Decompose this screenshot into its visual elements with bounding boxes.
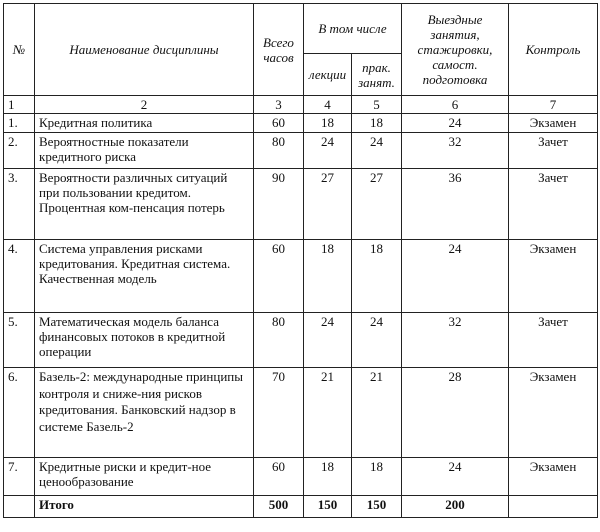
total-hours: 80 — [254, 133, 304, 169]
field-hours: 36 — [402, 169, 509, 240]
discipline-name: Базель-2: международные принципы контроля и сниже-ния рисков кредитования. Банковский надзор в системе Базель-2 — [35, 368, 254, 458]
lecture-hours: 27 — [304, 169, 352, 240]
totals-total-hours: 500 — [254, 496, 304, 518]
lecture-hours: 18 — [304, 114, 352, 133]
row-number: 7. — [4, 458, 35, 496]
header-lectures: лекции — [304, 54, 352, 96]
header-control: Контроль — [509, 4, 598, 96]
totals-blank — [4, 496, 35, 518]
table-row — [4, 114, 598, 133]
control-type: Экзамен — [509, 240, 598, 313]
table-row — [4, 133, 598, 169]
practice-hours: 27 — [352, 169, 402, 240]
row-number: 5. — [4, 313, 35, 368]
discipline-name: Математическая модель баланса финансовых потоков в кредитной операции — [35, 313, 254, 368]
total-hours: 60 — [254, 458, 304, 496]
practice-hours: 24 — [352, 313, 402, 368]
column-number: 6 — [402, 96, 509, 114]
total-hours: 80 — [254, 313, 304, 368]
column-number: 1 — [4, 96, 35, 114]
field-hours: 24 — [402, 240, 509, 313]
lecture-hours: 18 — [304, 458, 352, 496]
column-number: 2 — [35, 96, 254, 114]
header-discipline: Наименование дисциплины — [35, 4, 254, 96]
row-number: 1. — [4, 114, 35, 133]
practice-hours: 18 — [352, 114, 402, 133]
row-number: 4. — [4, 240, 35, 313]
table-row — [4, 368, 598, 458]
lecture-hours: 18 — [304, 240, 352, 313]
column-number: 7 — [509, 96, 598, 114]
field-hours: 32 — [402, 133, 509, 169]
total-hours: 90 — [254, 169, 304, 240]
lecture-hours: 24 — [304, 313, 352, 368]
control-type: Зачет — [509, 133, 598, 169]
table-row — [4, 458, 598, 496]
lecture-hours: 24 — [304, 133, 352, 169]
practice-hours: 18 — [352, 240, 402, 313]
control-type: Зачет — [509, 313, 598, 368]
totals-practice-hours: 150 — [352, 496, 402, 518]
discipline-name: Система управления рисками кредитования. Кредитная система. Качественная модель — [35, 240, 254, 313]
discipline-name: Кредитные риски и кредит-ное ценообразование — [35, 458, 254, 496]
field-hours: 24 — [402, 458, 509, 496]
practice-hours: 18 — [352, 458, 402, 496]
column-number: 4 — [304, 96, 352, 114]
control-type: Зачет — [509, 169, 598, 240]
totals-row — [4, 496, 598, 518]
discipline-name: Вероятности различных ситуаций при пользовании кредитом. Процентная ком-пенсация потерь — [35, 169, 254, 240]
row-number: 6. — [4, 368, 35, 458]
table-row — [4, 169, 598, 240]
header-total-hours: Всего часов — [254, 4, 304, 96]
column-number-row — [4, 96, 598, 114]
header-row-1 — [4, 4, 598, 54]
total-hours: 70 — [254, 368, 304, 458]
discipline-name: Вероятностные показатели кредитного риска — [35, 133, 254, 169]
lecture-hours: 21 — [304, 368, 352, 458]
control-type: Экзамен — [509, 368, 598, 458]
totals-control — [509, 496, 598, 518]
totals-label: Итого — [35, 496, 254, 518]
table-row — [4, 313, 598, 368]
practice-hours: 24 — [352, 133, 402, 169]
column-number: 3 — [254, 96, 304, 114]
header-field-training: Выездные занятия, стажировки, самост. подготовка — [402, 4, 509, 96]
totals-lecture-hours: 150 — [304, 496, 352, 518]
practice-hours: 21 — [352, 368, 402, 458]
curriculum-table — [3, 3, 598, 518]
total-hours: 60 — [254, 240, 304, 313]
totals-field-hours: 200 — [402, 496, 509, 518]
discipline-name: Кредитная политика — [35, 114, 254, 133]
row-number: 2. — [4, 133, 35, 169]
row-number: 3. — [4, 169, 35, 240]
field-hours: 28 — [402, 368, 509, 458]
header-including: В том числе — [304, 4, 402, 54]
field-hours: 24 — [402, 114, 509, 133]
control-type: Экзамен — [509, 458, 598, 496]
table-row — [4, 240, 598, 313]
field-hours: 32 — [402, 313, 509, 368]
total-hours: 60 — [254, 114, 304, 133]
column-number: 5 — [352, 96, 402, 114]
control-type: Экзамен — [509, 114, 598, 133]
header-no: № — [4, 4, 35, 96]
header-practice: прак. занят. — [352, 54, 402, 96]
